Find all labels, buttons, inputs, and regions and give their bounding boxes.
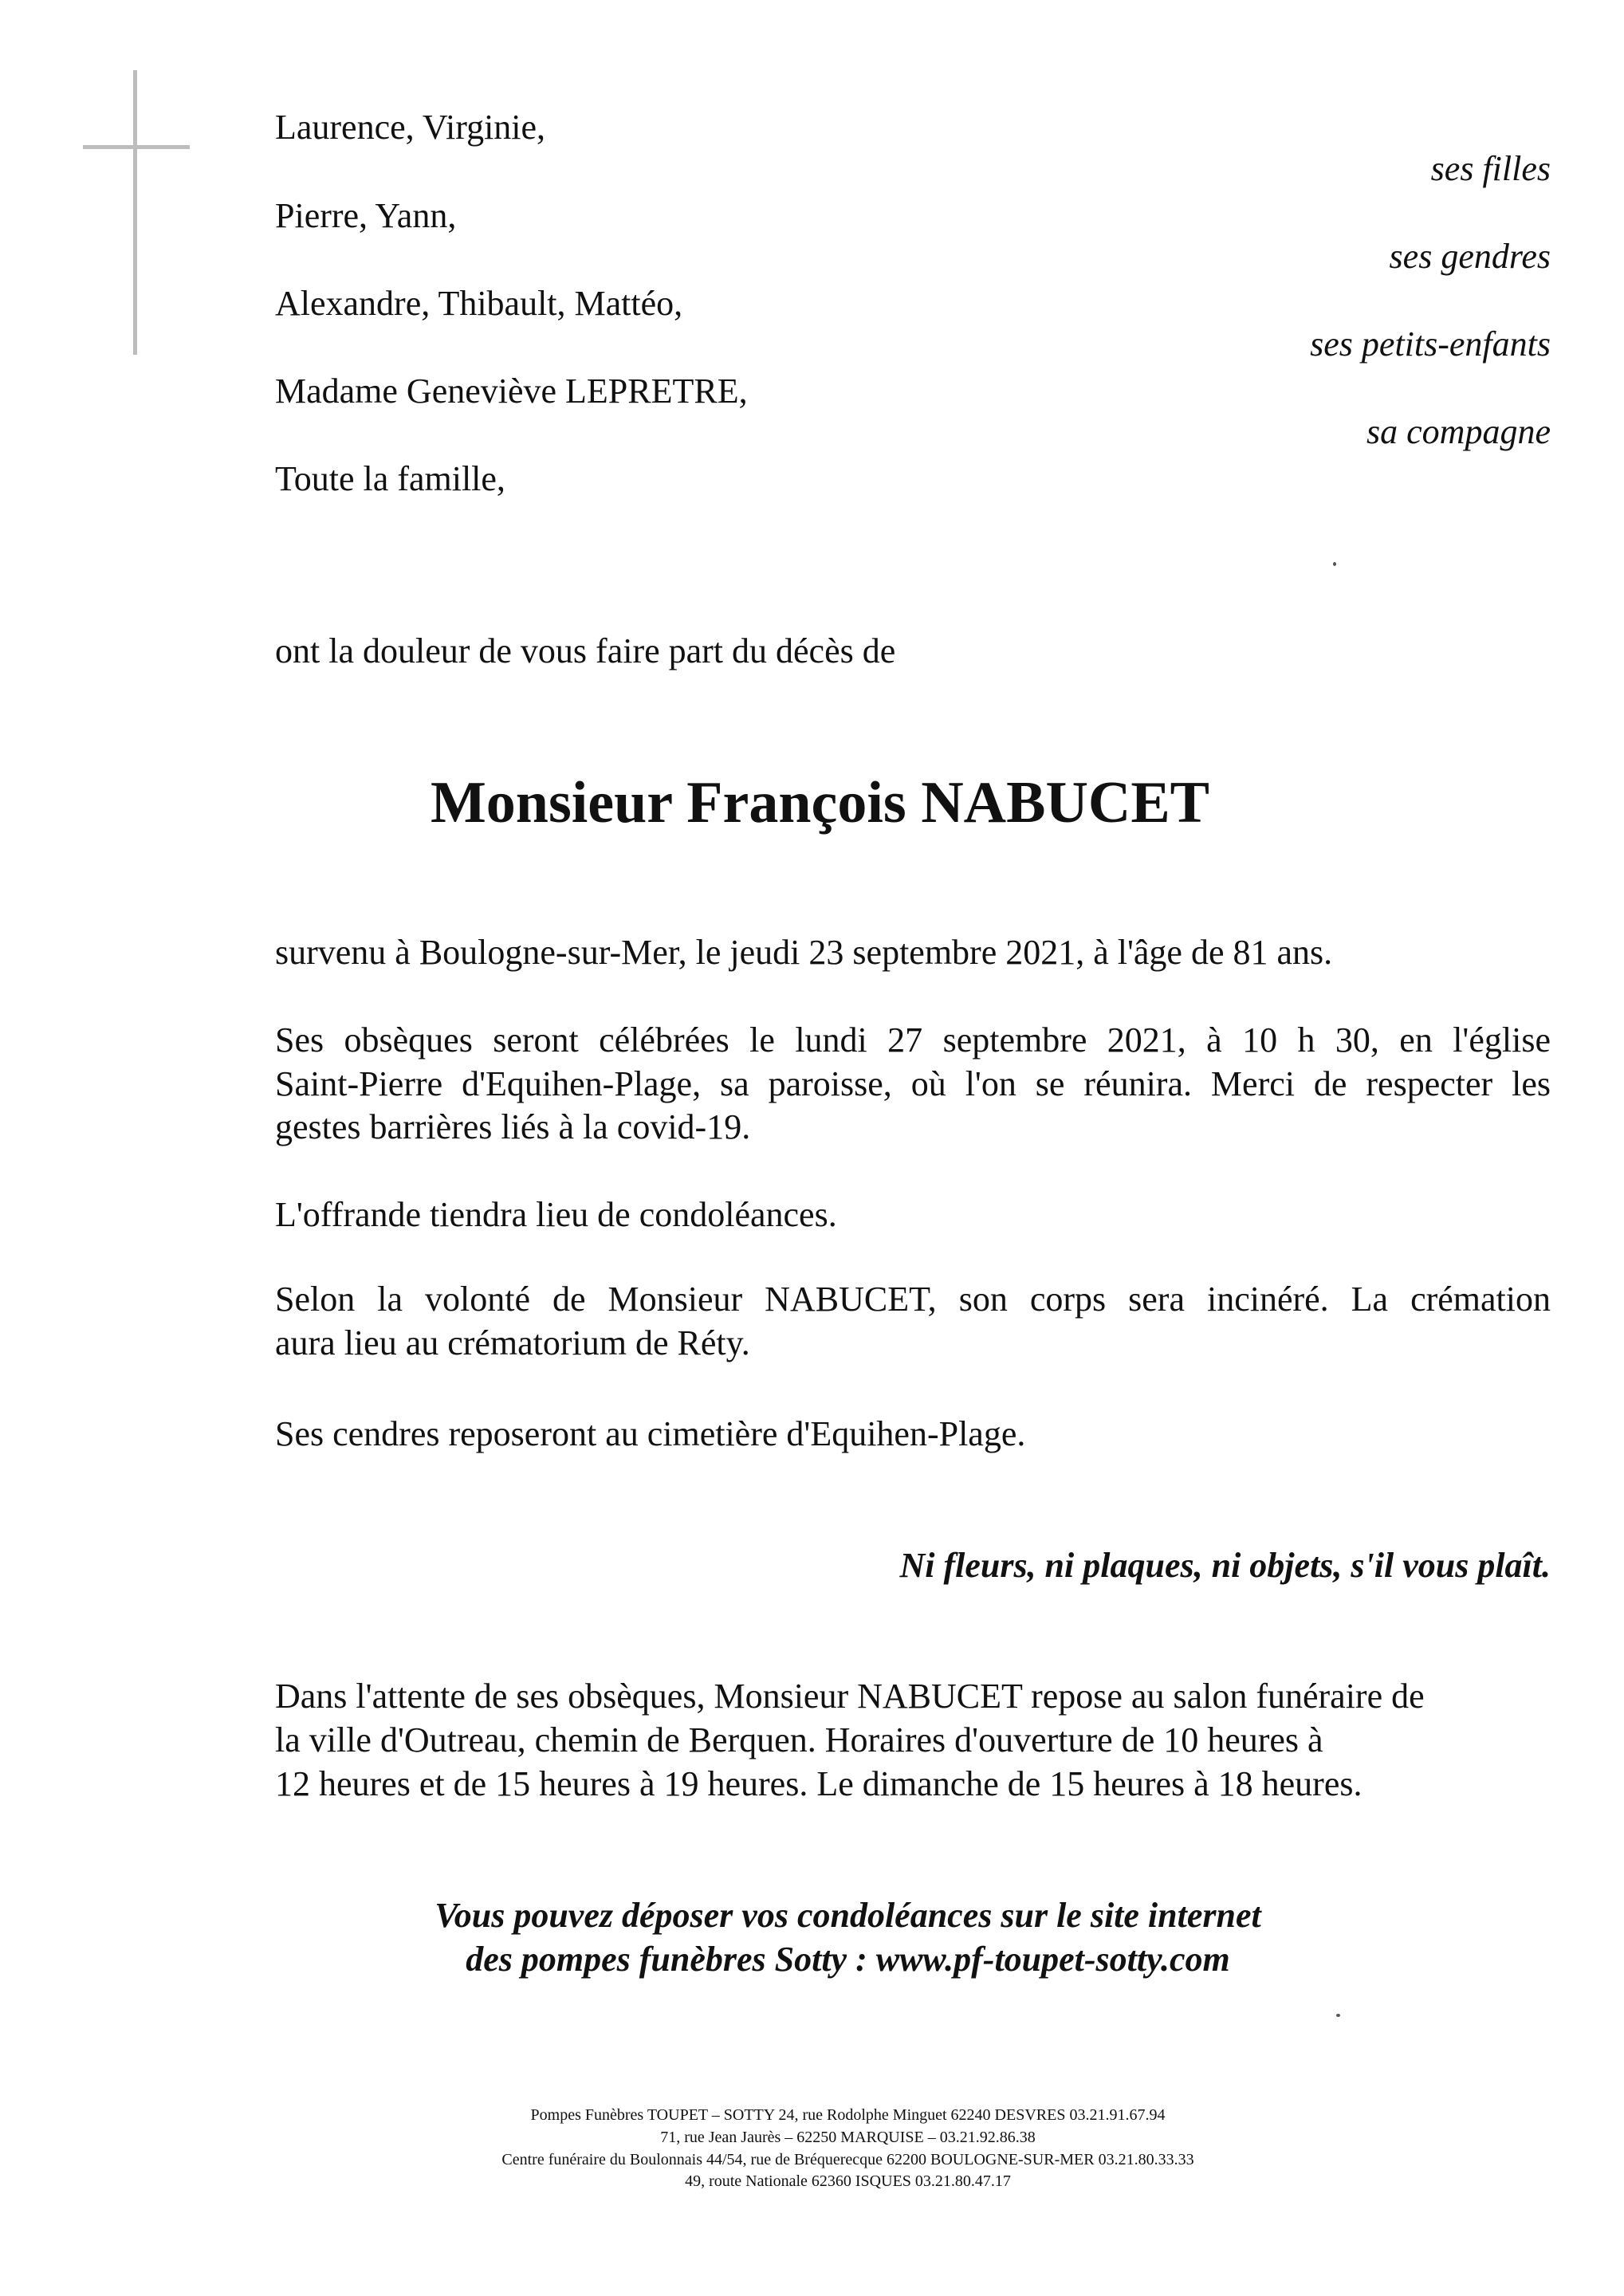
footer-address-boulogne: Centre funéraire du Boulonnais 44/54, rue de Bréquerecque 62200 BOULOGNE-SUR-MER 03.21.80.33.33 [501,2151,1194,2168]
cross-vertical-bar [133,70,137,355]
cross-horizontal-bar [83,145,190,149]
viewing-line: 12 heures et de 15 heures à 19 heures. Le dimanche de 15 heures à 18 heures. [275,1764,1363,1803]
family-role-daughters: ses filles [1430,149,1551,188]
deceased-name: Monsieur François NABUCET [430,770,1210,835]
family-name-grandchildren: Alexandre, Thibault, Mattéo, [275,284,683,323]
family-role-grandchildren: ses petits-enfants [1310,324,1551,364]
condolences-line: Vous pouvez déposer vos condoléances sur le site internet [435,1896,1261,1935]
cremation-line: Selon la volonté de Monsieur NABUCET, son corps sera incinéré. La crémation [275,1280,1551,1319]
funeral-line: Ses obsèques seront célébrées le lundi 27 septembre 2021, à 10 h 30, en l'église [275,1020,1551,1060]
footer-address-isques: 49, route Nationale 62360 ISQUES 03.21.80.47.17 [685,2172,1011,2190]
funeral-line: Saint-Pierre d'Equihen-Plage, sa paroisse, où l'on se réunira. Merci de respecter les [275,1064,1551,1103]
ashes-note: Ses cendres reposeront au cimetière d'Equihen-Plage. [275,1414,1026,1453]
family-name-daughters: Laurence, Virginie, [275,108,546,147]
scan-speck [1333,562,1336,566]
viewing-line: la ville d'Outreau, chemin de Berquen. Horaires d'ouverture de 10 heures à [275,1720,1323,1759]
family-name-whole-family: Toute la famille, [275,459,505,498]
family-role-companion: sa compagne [1366,412,1551,451]
viewing-line: Dans l'attente de ses obsèques, Monsieur NABUCET repose au salon funéraire de [275,1677,1425,1716]
announcement-intro: ont la douleur de vous faire part du décès de [275,631,896,670]
condolences-website-line[interactable]: des pompes funèbres Sotty : www.pf-toupet-sotty.com [466,1940,1230,1979]
scan-speck [1336,2014,1340,2017]
funeral-line: gestes barrières liés à la covid-19. [275,1107,751,1146]
footer-address-desvres: Pompes Funèbres TOUPET – SOTTY 24, rue Rodolphe Minguet 62240 DESVRES 03.21.91.67.94 [530,2106,1166,2124]
cremation-line: aura lieu au crématorium de Réty. [275,1323,750,1362]
family-name-sons-in-law: Pierre, Yann, [275,196,457,235]
no-flowers-note: Ni fleurs, ni plaques, ni objets, s'il vous plaît. [899,1546,1551,1585]
offering-note: L'offrande tiendra lieu de condoléances. [275,1195,837,1234]
family-role-sons-in-law: ses gendres [1389,237,1551,276]
footer-address-marquise: 71, rue Jean Jaurès – 62250 MARQUISE – 03.21.92.86.38 [660,2129,1036,2146]
family-name-companion: Madame Geneviève LEPRETRE, [275,372,748,411]
death-details: survenu à Boulogne-sur-Mer, le jeudi 23 septembre 2021, à l'âge de 81 ans. [275,933,1333,972]
